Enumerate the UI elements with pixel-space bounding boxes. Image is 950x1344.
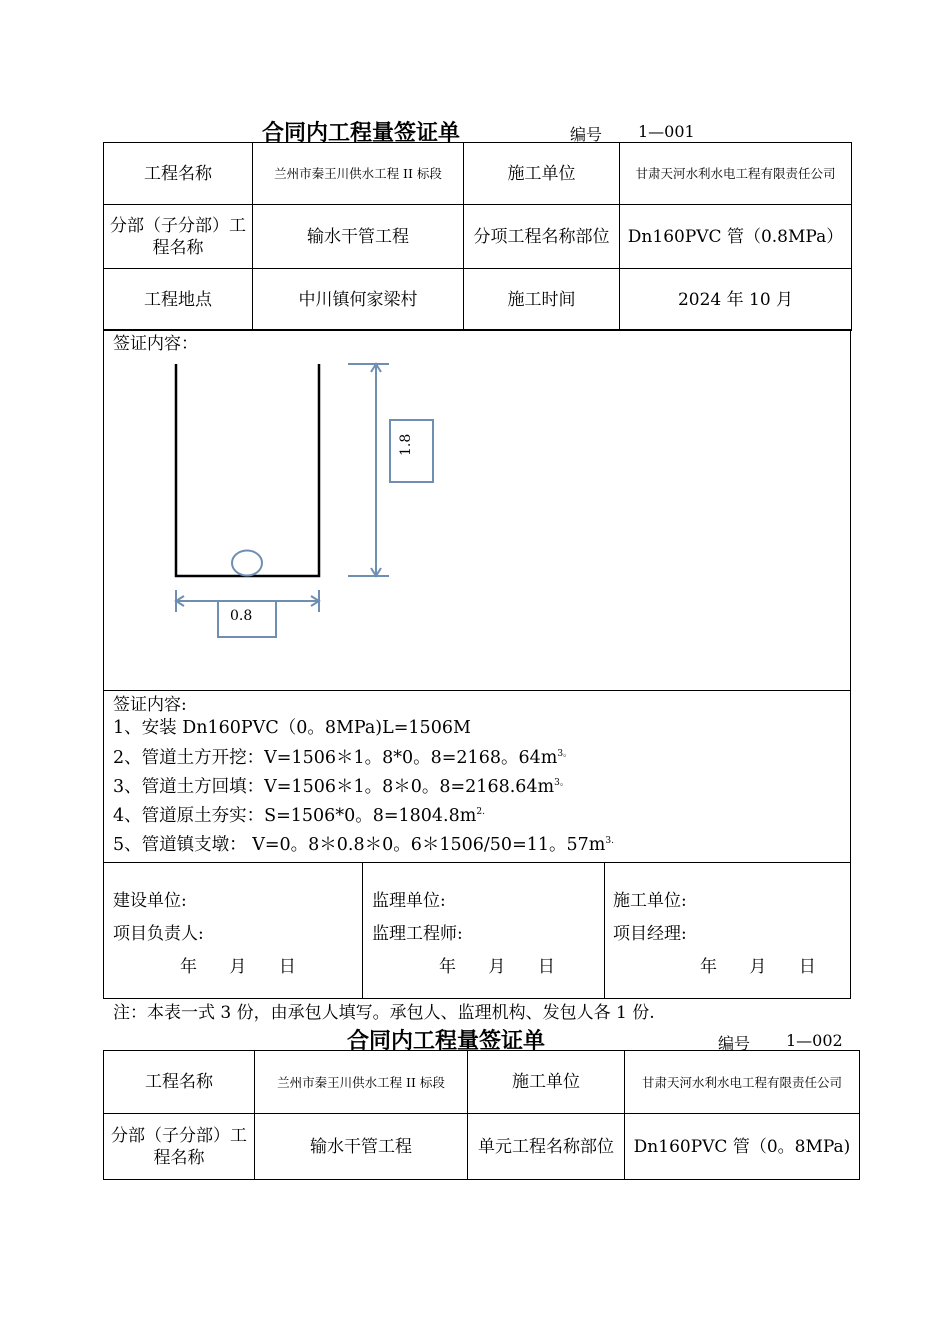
- content-label: 签证内容:: [113, 695, 187, 715]
- location-value: 中川镇何家梁村: [253, 269, 464, 331]
- form2-code-label: 编号: [718, 1034, 751, 1053]
- contractor-label: 施工单位: [464, 143, 620, 205]
- content-line-4: 4、管道原土夯实：S=1506*0。$8=1804.8m^{2.}$: [113, 805, 485, 826]
- content-line-3: 3、管道土方回填：V=1506＊1。8＊0。$8=2168.64m^{3。}$: [113, 776, 569, 797]
- construction-time-label: 施工时间: [464, 269, 620, 331]
- unit-name-label-2: 单元工程名称部位: [468, 1114, 625, 1180]
- unit-name-value-2: Dn160PVC 管（0。8MPa): [625, 1114, 860, 1180]
- height-dim-label: 1.8: [398, 433, 414, 456]
- sig-supervisor-person: 监理工程师:: [372, 924, 463, 944]
- sig-contractor-person: 项目经理:: [613, 924, 687, 944]
- form2-code: 1—002: [786, 1031, 843, 1050]
- form2-title: 合同内工程量签证单: [347, 1028, 546, 1054]
- content-lines: [113, 716, 614, 859]
- contractor-value: 甘肃天河水利水电工程有限责任公司: [620, 143, 852, 205]
- sig-owner-date: 年 月 日: [180, 957, 296, 977]
- sig-contractor-unit: 施工单位:: [613, 891, 687, 911]
- sig-owner-unit: 建设单位:: [113, 891, 187, 911]
- subdivision-value: 输水干管工程: [253, 205, 464, 269]
- item-name-value: Dn160PVC 管（0.8MPa）: [620, 205, 852, 269]
- item-name-label: 分项工程名称部位: [464, 205, 620, 269]
- sig-supervisor-date: 年 月 日: [439, 957, 555, 977]
- subdivision-label: 分部（子分部）工程名称: [104, 205, 253, 269]
- project-name-label-2: 工程名称: [104, 1051, 255, 1114]
- form2-header-table: [103, 1050, 860, 1180]
- content-line-5: 5、管道镇支墩： V=0。8＊0.8＊0。6＊1506/50=11。$57m^{3.}$: [113, 835, 614, 856]
- project-name-value-2: 兰州市秦王川供水工程 II 标段: [255, 1051, 468, 1114]
- sketch-label: 签证内容：: [113, 334, 198, 354]
- project-name-label: 工程名称: [104, 143, 253, 205]
- form1-note: 注：本表一式 3 份，由承包人填写。承包人、监理机构、发包人各 1 份.: [113, 1003, 655, 1023]
- subdivision-label-2: 分部（子分部）工程名称: [104, 1114, 255, 1180]
- signature-divider-2: [604, 862, 605, 999]
- signature-section: [103, 862, 851, 999]
- trench-outline: [176, 364, 319, 576]
- form1-title: 合同内工程量签证单: [262, 120, 461, 146]
- content-line-2: 2、管道土方开挖：V=1506＊1。8*0。8=2168。$64m^{3。}$: [113, 747, 573, 768]
- contractor-value-2: 甘肃天河水利水电工程有限责任公司: [625, 1051, 860, 1114]
- sig-supervisor-unit: 监理单位:: [372, 891, 446, 911]
- contractor-label-2: 施工单位: [468, 1051, 625, 1114]
- width-dim-label: 0.8: [230, 608, 253, 624]
- pipe-circle: [232, 551, 262, 576]
- form1-code: 1—001: [638, 122, 695, 141]
- form1-code-label: 编号: [570, 125, 603, 144]
- content-line-1: 1、安装 Dn160PVC（0。8MPa)L=1506M: [113, 718, 471, 738]
- construction-time-value: 2024 年 10 月: [620, 269, 852, 331]
- signature-divider-1: [362, 862, 363, 999]
- project-name-value: 兰州市秦王川供水工程 II 标段: [253, 143, 464, 205]
- sig-owner-person: 项目负责人:: [113, 924, 204, 944]
- sig-contractor-date: 年 月 日: [700, 957, 816, 977]
- location-label: 工程地点: [104, 269, 253, 331]
- subdivision-value-2: 输水干管工程: [255, 1114, 468, 1180]
